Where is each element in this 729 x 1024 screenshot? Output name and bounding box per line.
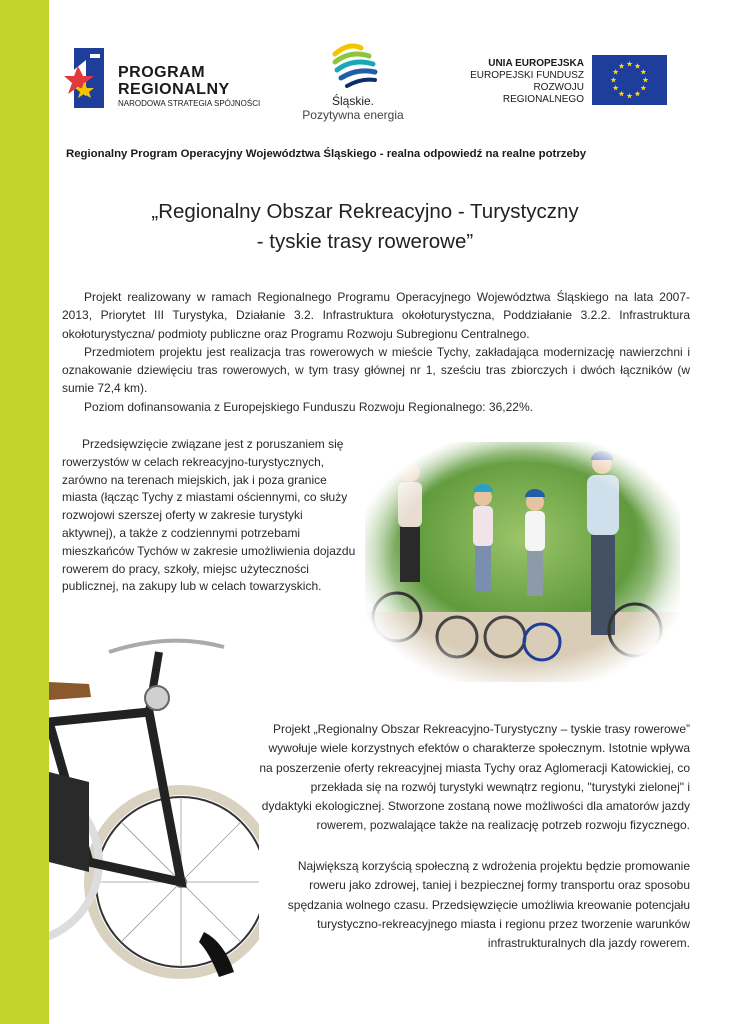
family-cyclists-photo: [365, 442, 680, 682]
program-logo-line1: PROGRAM: [118, 64, 206, 81]
left-column-text: [62, 436, 360, 596]
program-logo-line2: REGIONALNY: [118, 81, 230, 98]
eu-flag-icon: [592, 55, 667, 105]
intro-section: [62, 288, 690, 416]
left-accent-bar: [0, 0, 49, 1024]
slaskie-name: Śląskie.: [331, 94, 375, 108]
page-title-line1: „Regionalny Obszar Rekreacyjno - Turystyczny: [151, 200, 579, 223]
eu-line1: UNIA EUROPEJSKA: [488, 58, 584, 69]
tagline: Regionalny Program Operacyjny Województwa Śląskiego - realna odpowiedź na realne potrzeby: [66, 148, 587, 160]
right-column-text-2: [258, 857, 690, 953]
right-column-text-1: [258, 720, 690, 836]
intro-paragraph-2: Przedmiotem projektu jest realizacja tras rowerowych w mieście Tychy, zakładająca modernizację nawierzchni i oznakowanie dziewięciu tras rowerowych, w tym trasy głównej nr 1, sześciu tras zbiorczych i dwóch łączników (w sumie 72,4 km).: [62, 344, 690, 396]
right-paragraph-1: Projekt „Regionalny Obszar Rekreacyjno-Turystyczny – tyskie trasy rowerowe” wywołuje wiele korzystnych efektów o charakterze społecznym. Istotnie wpływa na poszerzenie oferty rekreacyjnej miasta Tychy oraz Aglomeracji Katowickiej, co przekłada się na rozwój turystyki wewnątrz regionu, "turystyki zielonej" i dydaktyki ekologicznej. Stworzone zostaną nowe możliwości dla amatorów jazdy rowerem, pozwalające także na realizację potrzeb rozwoju fizycznego.: [259, 722, 690, 833]
intro-paragraph-3: Poziom dofinansowania z Europejskiego Funduszu Rozwoju Regionalnego: 36,22%.: [84, 399, 533, 414]
slaskie-logo: [298, 40, 408, 124]
eu-line2: EUROPEJSKI FUNDUSZ: [470, 70, 584, 81]
page-title-line2: - tyskie trasy rowerowe”: [256, 230, 474, 253]
program-flag-icon: [64, 48, 104, 108]
bicycle-illustration: [49, 612, 259, 1024]
program-logo-line3: NARODOWA STRATEGIA SPÓJNOŚCI: [118, 99, 261, 108]
right-paragraph-2: Największą korzyścią społeczną z wdrożenia projektu będzie promowanie roweru jako zdrowej, taniej i bezpiecznej formy transportu oraz sposobu spędzania wolnego czasu. Przedsięwzięcie umożliwia kreowanie potencjału turystyczno-rekreacyjnego miasta i regionu przez tworzenie warunków infrastrukturalnych dla jazdy rowerem.: [287, 859, 690, 951]
eu-line3: ROZWOJU REGIONALNEGO: [502, 82, 584, 105]
slaskie-slogan: Pozytywna energia: [302, 108, 404, 122]
slaskie-waves-icon: [329, 40, 379, 90]
eu-logo-text: [450, 58, 584, 106]
program-regionalny-logo: [64, 46, 264, 116]
left-paragraph: Przedsięwzięcie związane jest z poruszaniem się rowerzystów w celach rekreacyjno-turystycznych, zarówno na terenach miejskich, jak i poza granice miasta (łącząc Tychy z miastami ościennymi, co służy rozwojowi szerszej oferty w zakresie turystyki aktywnej), a także z codziennymi potrzebami mieszkańców Tychów w zakresie umożliwienia dojazdu rowerem do pracy, szkoły, miejsc użyteczności publicznej, na zakupy lub w celach towarzyskich.: [62, 437, 356, 594]
intro-paragraph-1: Projekt realizowany w ramach Regionalnego Programu Operacyjnego Województwa Śląskiego na lata 2007-2013, Priorytet III Turystyka, Działanie 3.2. Infrastruktura okołoturystyczna, Poddziałanie 3.2.2. Infrastruktura okołoturystyczna/ podmioty publiczne oraz Programu Rozwoju Subregionu Centralnego.: [62, 290, 690, 341]
